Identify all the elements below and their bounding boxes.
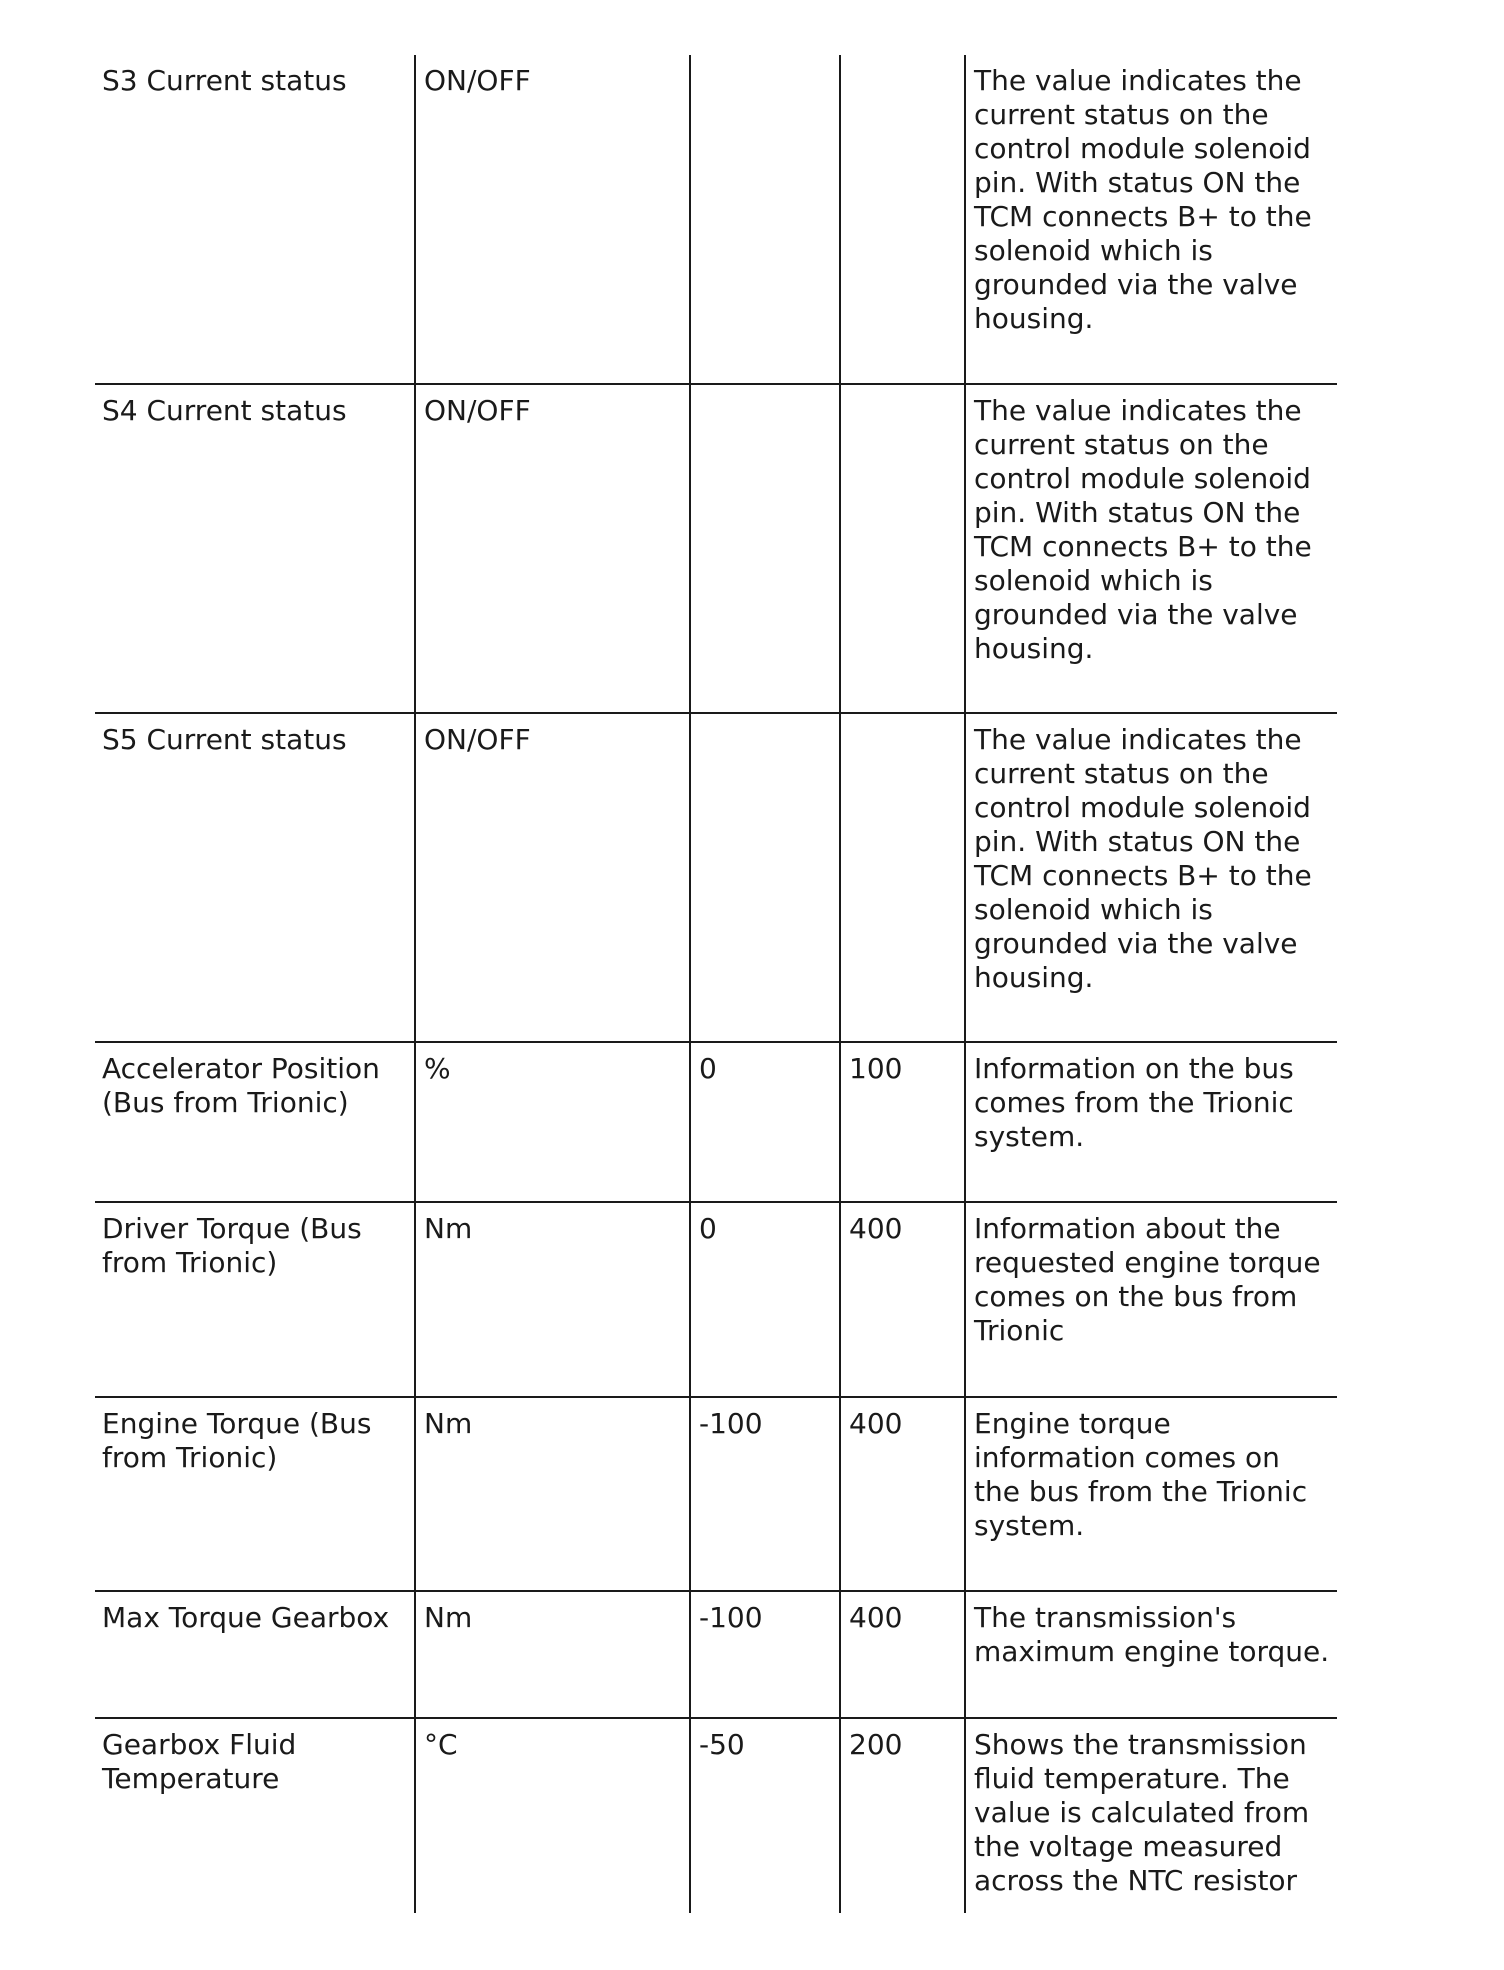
min-value-cell bbox=[690, 384, 840, 713]
min-value-cell: 0 bbox=[690, 1042, 840, 1202]
min-value-cell bbox=[690, 713, 840, 1042]
unit-cell: ON/OFF bbox=[415, 713, 690, 1042]
max-value-cell bbox=[840, 713, 965, 1042]
description-cell: Information about the requested engine torque comes on the bus from Trionic bbox=[965, 1202, 1337, 1397]
min-value-cell: -100 bbox=[690, 1591, 840, 1718]
min-value-cell: -100 bbox=[690, 1397, 840, 1591]
parameter-name-cell: Driver Torque (Bus from Trionic) bbox=[95, 1202, 415, 1397]
description-cell: The value indicates the current status on the control module solenoid pin. With status ON the TCM connects B+ to the solenoid which is grounded via the valve housing. bbox=[965, 55, 1337, 384]
unit-cell: °C bbox=[415, 1718, 690, 1913]
parameter-name-cell: Max Torque Gearbox bbox=[95, 1591, 415, 1718]
min-value-cell: -50 bbox=[690, 1718, 840, 1913]
table-row bbox=[95, 713, 1337, 1042]
unit-cell: % bbox=[415, 1042, 690, 1202]
table-row bbox=[95, 384, 1337, 713]
parameter-name-cell: S3 Current status bbox=[95, 55, 415, 384]
description-cell: Shows the transmission fluid temperature. The value is calculated from the voltage measured across the NTC resistor bbox=[965, 1718, 1337, 1913]
table-row bbox=[95, 1042, 1337, 1202]
unit-cell: Nm bbox=[415, 1591, 690, 1718]
parameter-name-cell: S5 Current status bbox=[95, 713, 415, 1042]
min-value-cell: 0 bbox=[690, 1202, 840, 1397]
parameter-name-cell: Gearbox Fluid Temperature bbox=[102, 1728, 297, 1795]
parameter-name-cell: Engine Torque (Bus from Trionic) bbox=[95, 1397, 415, 1591]
max-value-cell: 100 bbox=[840, 1042, 965, 1202]
table-row bbox=[95, 1397, 1337, 1591]
parameter-table bbox=[95, 55, 1337, 1913]
description-cell: The value indicates the current status on the control module solenoid pin. With status ON the TCM connects B+ to the solenoid which is grounded via the valve housing. bbox=[965, 384, 1337, 713]
description-cell: The value indicates the current status on the control module solenoid pin. With status ON the TCM connects B+ to the solenoid which is grounded via the valve housing. bbox=[965, 713, 1337, 1042]
min-value-cell bbox=[690, 55, 840, 384]
unit-cell: Nm bbox=[415, 1202, 690, 1397]
table-row bbox=[95, 1718, 1337, 1913]
max-value-cell: 400 bbox=[840, 1591, 965, 1718]
parameter-name-cell: S4 Current status bbox=[95, 384, 415, 713]
unit-cell: ON/OFF bbox=[415, 55, 690, 384]
max-value-cell: 200 bbox=[840, 1718, 965, 1913]
max-value-cell bbox=[840, 55, 965, 384]
max-value-cell: 400 bbox=[840, 1202, 965, 1397]
description-cell: Engine torque information comes on the bus from the Trionic system. bbox=[965, 1397, 1337, 1591]
description-cell: Information on the bus comes from the Trionic system. bbox=[965, 1042, 1337, 1202]
table-row bbox=[95, 1591, 1337, 1718]
description-cell: The transmission's maximum engine torque. bbox=[965, 1591, 1337, 1718]
unit-cell: ON/OFF bbox=[415, 384, 690, 713]
table-row bbox=[95, 1202, 1337, 1397]
max-value-cell: 400 bbox=[840, 1397, 965, 1591]
max-value-cell bbox=[840, 384, 965, 713]
table-row bbox=[95, 55, 1337, 384]
unit-cell: Nm bbox=[415, 1397, 690, 1591]
parameter-name-cell: Accelerator Position (Bus from Trionic) bbox=[95, 1042, 415, 1202]
